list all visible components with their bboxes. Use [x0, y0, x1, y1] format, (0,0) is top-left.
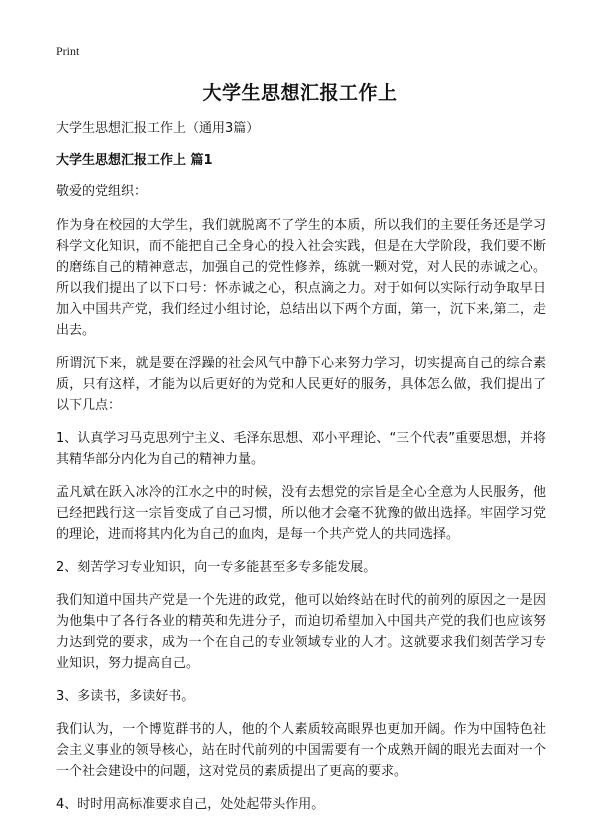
paragraph: 我们知道中国共产党是一个先进的政党，他可以始终站在时代的前列的原因之一是因为他集中了各行各业的精英和先进分子，而迫切希望加入中国共产党的我们也应该努力达到党的要求，成为一个在自己的专业领域专业的人才。这就要求我们刻苦学习专业知识，努力提高自己。	[56, 593, 546, 671]
salutation: 敬爱的党组织：	[56, 184, 148, 199]
section-heading: 大学生思想汇报工作上 篇1	[56, 153, 213, 168]
page-title: 大学生思想汇报工作上	[202, 82, 398, 104]
paragraph: 所谓沉下来，就是要在浮躁的社会风气中静下心来努力学习，切实提高自己的综合素质，只有这样，才能为以后更好的为党和人民更好的服务，具体怎么做，我们提出了以下几点：	[56, 356, 546, 413]
numbered-point: 3、多读书，多读好书。	[56, 689, 195, 704]
document-subtitle: 大学生思想汇报工作上（通用3篇）	[56, 121, 260, 136]
paragraph: 我们认为，一个博览群书的人，他的个人素质较高眼界也更加开阔。作为中国特色社会主义事业的领导核心，站在时代前列的中国需要有一个成熟开阔的眼光去面对一个一个社会建设中的问题，这对党员的素质提出了更高的要求。	[56, 722, 546, 779]
numbered-point: 4、时时用高标准要求自己，处处起带头作用。	[56, 797, 325, 812]
paragraph: 作为身在校园的大学生，我们就脱离不了学生的本质，所以我们的主要任务还是学习科学文化知识，而不能把自己全身心的投入社会实践，但是在大学阶段，我们要不断的磨练自己的精神意志，加强自己的党性修养，练就一颗对党，对人民的赤诚之心。所以我们提出了以下口号：怀赤诚之心，积点滴之力。对于如何以实际行动争取早日加入中国共产党，我们经过小组讨论，总结出以下两个方面，第一，沉下来,第二，走出去。	[56, 218, 546, 338]
document-body	[56, 118, 546, 827]
numbered-point: 2、刻苦学习专业知识，向一专多能甚至多专多能发展。	[56, 560, 377, 575]
print-link[interactable]: Print	[56, 44, 80, 58]
paragraph: 孟凡斌在跃入冰冷的江水之中的时候，没有去想党的宗旨是全心全意为人民服务，他已经把践行这一宗旨变成了自己习惯，所以他才会毫不犹豫的做出选择。牢固学习党的理论，进而将其内化为自己的血肉，是每一个共产党人的共同选择。	[56, 485, 546, 542]
numbered-point: 1、认真学习马克思列宁主义、毛泽东思想、邓小平理论、“三个代表”重要思想，并将其精华部分内化为自己的精神力量。	[56, 431, 546, 467]
